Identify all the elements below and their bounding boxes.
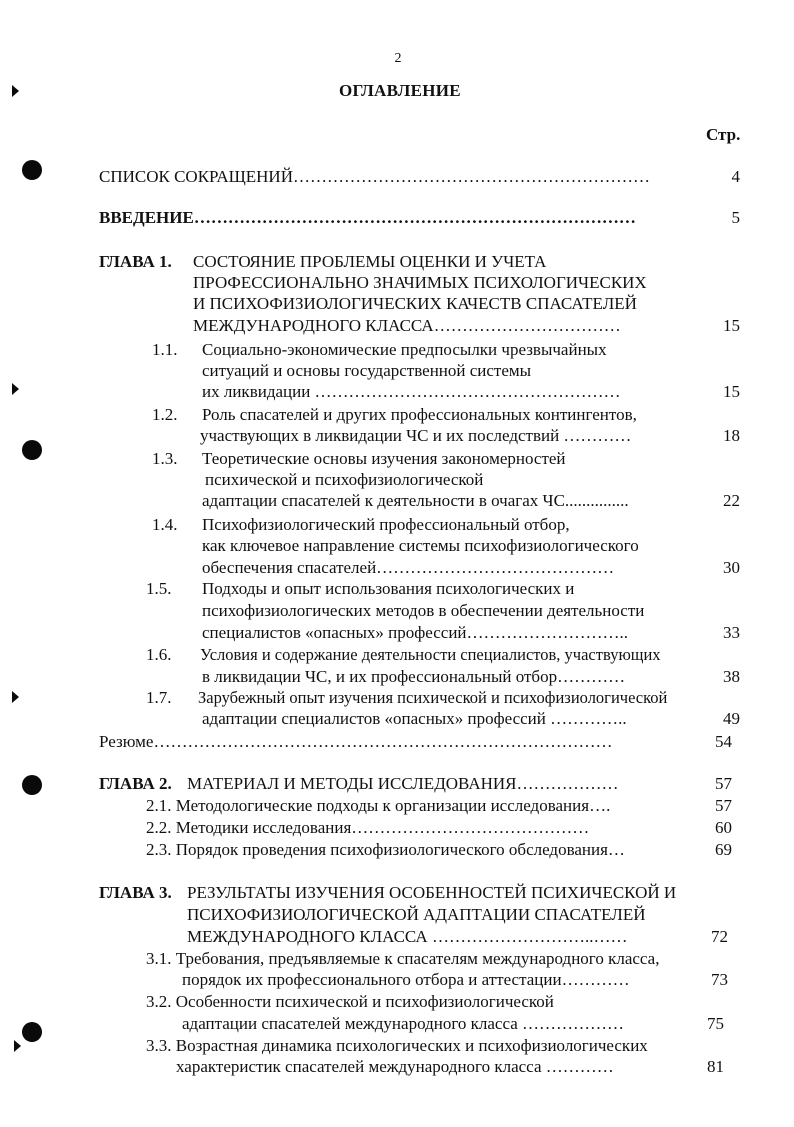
section-title-line: Подходы и опыт использования психологических и <box>202 579 575 598</box>
toc-page-number: 75 <box>707 1014 724 1033</box>
section-title-line: порядок их профессионального отбора и аттестации………… <box>182 970 630 989</box>
toc-page-number: 15 <box>723 382 740 401</box>
section-number: 1.3. <box>152 449 178 468</box>
section-title-line: адаптации спасателей международного класса ……………… <box>182 1014 625 1033</box>
toc-page-number: 73 <box>711 970 728 989</box>
chapter-title-line: ПРОФЕССИОНАЛЬНО ЗНАЧИМЫХ ПСИХОЛОГИЧЕСКИХ <box>193 273 647 292</box>
section-title-line: 3.3. Возрастная динамика психологических и психофизиологических <box>146 1036 648 1055</box>
binder-mark-icon <box>14 1040 21 1052</box>
toc-page-number: 69 <box>715 840 732 859</box>
toc-page-number: 81 <box>707 1057 724 1076</box>
section-number: 1.5. <box>146 579 172 598</box>
section-number: 1.6. <box>146 645 172 664</box>
chapter-label: ГЛАВА 2. <box>99 774 172 793</box>
binder-hole-icon <box>22 775 42 795</box>
binder-hole-icon <box>22 1022 42 1042</box>
section-title-line: психофизиологических методов в обеспечении деятельности <box>202 601 645 620</box>
section-number: 1.1. <box>152 340 178 359</box>
toc-entry-introduction: ВВЕДЕНИЕ…………………………………………………………………… <box>99 208 636 227</box>
section-title-line: психической и психофизиологической <box>205 470 484 489</box>
binder-hole-icon <box>22 160 42 180</box>
toc-page-number: 57 <box>715 774 732 793</box>
page-column-header: Стр. <box>706 125 741 144</box>
section-title-line: характеристик спасателей международного класса ………… <box>176 1057 614 1076</box>
chapter-title-line: И ПСИХОФИЗИОЛОГИЧЕСКИХ КАЧЕСТВ СПАСАТЕЛЕЙ <box>193 294 637 313</box>
section-title-line: 2.2. Методики исследования…………………………………… <box>146 818 590 837</box>
section-title-line: как ключевое направление системы психофизиологического <box>202 536 639 555</box>
binder-mark-icon <box>12 383 19 395</box>
section-title-line: Условия и содержание деятельности специалистов, участвующих <box>200 645 661 664</box>
toc-page-number: 72 <box>711 927 728 946</box>
toc-page-number: 15 <box>723 316 740 335</box>
toc-entry-resume: Резюме……………………………………………………………………… <box>99 732 613 751</box>
toc-page-number: 49 <box>723 709 740 728</box>
chapter-label: ГЛАВА 3. <box>99 883 172 902</box>
toc-page-number: 54 <box>715 732 732 751</box>
chapter-title-line: СОСТОЯНИЕ ПРОБЛЕМЫ ОЦЕНКИ И УЧЕТА <box>193 252 547 271</box>
toc-page-number: 5 <box>731 208 740 227</box>
toc-page-number: 4 <box>731 167 740 186</box>
section-title-line: участвующих в ликвидации ЧС и их последствий ………… <box>200 426 632 445</box>
toc-page-number: 18 <box>723 426 740 445</box>
section-title-line: их ликвидации ……………………………………………… <box>202 382 621 401</box>
section-number: 1.7. <box>146 688 172 707</box>
binder-mark-icon <box>12 691 19 703</box>
section-title-line: адаптации специалистов «опасных» профессий ………….. <box>202 709 627 728</box>
toc-page-number: 60 <box>715 818 732 837</box>
section-number: 1.4. <box>152 515 178 534</box>
section-title-line: Теоретические основы изучения закономерностей <box>202 449 566 468</box>
section-title-line: 3.2. Особенности психической и психофизиологической <box>146 992 554 1011</box>
page-title: ОГЛАВЛЕНИЕ <box>339 81 461 100</box>
chapter-title-line: МЕЖДУНАРОДНОГО КЛАССА…………………………… <box>193 316 621 335</box>
section-title-line: ситуаций и основы государственной системы <box>202 361 532 380</box>
chapter-title-line: МЕЖДУНАРОДНОГО КЛАССА ………………………..…… <box>187 927 628 946</box>
toc-page-number: 33 <box>723 623 740 642</box>
section-title-line: Психофизиологический профессиональный отбор, <box>202 515 570 534</box>
toc-page-number: 38 <box>723 667 740 686</box>
toc-page-number: 57 <box>715 796 732 815</box>
chapter-title-line: ПСИХОФИЗИОЛОГИЧЕСКОЙ АДАПТАЦИИ СПАСАТЕЛЕЙ <box>187 905 646 924</box>
chapter-label: ГЛАВА 1. <box>99 252 172 271</box>
toc-page-number: 30 <box>723 558 740 577</box>
toc-page-number: 22 <box>723 491 740 510</box>
section-title-line: специалистов «опасных» профессий……………………….. <box>202 623 629 642</box>
section-title-line: обеспечения спасателей…………………………………… <box>202 558 615 577</box>
section-title-line: 2.3. Порядок проведения психофизиологического обследования… <box>146 840 625 859</box>
section-number: 1.2. <box>152 405 178 424</box>
binder-mark-icon <box>12 85 19 97</box>
section-title-line: адаптации спасателей к деятельности в очагах ЧС............... <box>202 491 629 510</box>
chapter-title-line: МАТЕРИАЛ И МЕТОДЫ ИССЛЕДОВАНИЯ……………… <box>187 774 619 793</box>
section-title-line: 2.1. Методологические подходы к организации исследования…. <box>146 796 611 815</box>
chapter-title-line: РЕЗУЛЬТАТЫ ИЗУЧЕНИЯ ОСОБЕННОСТЕЙ ПСИХИЧЕСКОЙ И <box>187 883 677 902</box>
section-title-line: в ликвидации ЧС, и их профессиональный отбор………… <box>202 667 626 686</box>
page-number: 2 <box>394 51 402 66</box>
section-title-line: Зарубежный опыт изучения психической и психофизиологической <box>198 688 668 707</box>
binder-hole-icon <box>22 440 42 460</box>
section-title-line: Социально-экономические предпосылки чрезвычайных <box>202 340 607 359</box>
section-title-line: Роль спасателей и других профессиональных контингентов, <box>202 405 637 424</box>
toc-entry-abbreviations: СПИСОК СОКРАЩЕНИЙ……………………………………………………… <box>99 167 650 186</box>
section-title-line: 3.1. Требования, предъявляемые к спасателям международного класса, <box>146 949 660 968</box>
